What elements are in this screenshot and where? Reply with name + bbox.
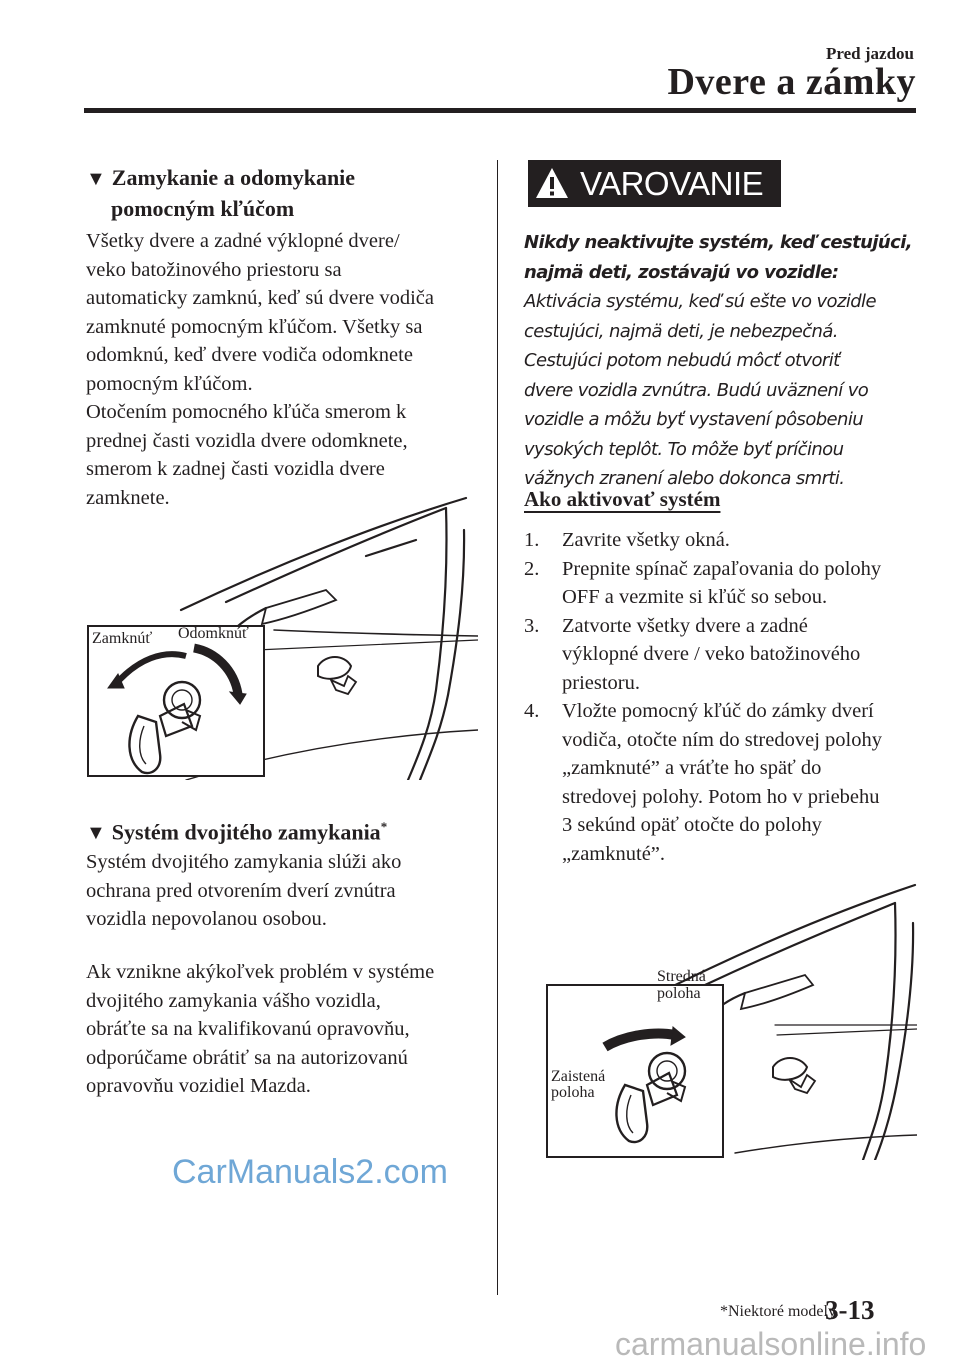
warning-label: VAROVANIE [580,164,764,202]
optional-feature-asterisk: * [380,819,388,834]
text-line: Ak vznikne akýkoľvek problém v systéme [86,961,435,983]
section1-body [86,227,476,512]
activation-heading: Ako aktivovať systém [524,487,721,511]
warning-line: dvere vozidla zvnútra. Budú uväznení vo [524,379,869,401]
step-number: 4. [524,700,540,722]
figure-label-locked-1: Zaistená [551,1068,606,1085]
text-line: ochrana pred otvorením dverí zvnútra [86,879,396,902]
footer-note: *Niektoré modely. [720,1303,839,1320]
text-line: Všetky dvere a zadné výklopné dvere/ [86,230,400,252]
text-line: Systém dvojitého zamykania slúži ako [86,851,402,873]
section2-para1 [86,848,476,934]
step-line: Vložte pomocný kľúč do zámky dverí [562,700,874,722]
page-title: Dvere a zámky [667,61,916,103]
step-line: OFF a vezmite si kľúč so sebou. [562,586,828,608]
text-line: opravovňu vozidiel Mazda. [86,1075,311,1097]
step-line: Prepnite spínač zapaľovania do polohy [562,557,882,580]
step-item [524,612,924,698]
door-key-illustration [86,490,478,780]
text-line: Otočením pomocného kľúča smerom k [86,401,407,423]
text-line: prednej časti vozidla dvere odomknete, [86,429,408,452]
figure-label-locked-2: poloha [551,1084,595,1101]
watermark-carmanualsonline: carmanualsonline.info [615,1326,927,1362]
step-line: Zatvorte všetky dvere a zadné [562,614,808,637]
warning-line: Aktivácia systému, keď sú ešte vo vozidle [524,291,876,312]
column-divider [497,160,498,1295]
step-item [524,697,924,868]
key-position-illustration [545,875,917,1160]
section-heading-double-locking [86,812,476,848]
figure-label-center-1: Stredná [657,968,706,985]
step-number: 1. [524,529,540,551]
step-line: stredovej polohy. Potom ho v priebehu [562,785,880,808]
header-rule [84,108,916,113]
heading-line: pomocným kľúčom [111,196,295,221]
heading-line: Zamykanie a odomykanie [111,165,356,190]
header-section-name: Pred jazdou [826,44,914,63]
text-line: obráťte sa na kvalifikovanú opravovňu, [86,1018,410,1040]
figure-label-unlock: Odomknúť [178,625,249,642]
step-line: výklopné dvere / veko batožinového [562,643,861,665]
warning-line: Cestujúci potom nebudú môcť otvoriť [524,350,840,371]
step-line: 3 sekúnd opäť otočte do polohy [562,814,822,836]
step-item [524,555,924,612]
warning-bold-line: Nikdy neaktivujte systém, keď cestujúci, [524,232,912,253]
warning-line: vážnych zranení alebo dokonca smrti. [524,468,845,489]
text-line: smerom k zadnej časti vozidla dvere [86,458,385,480]
step-line: „zamknuté” a vráťte ho späť do [562,757,822,779]
step-line: Zavrite všetky okná. [562,529,730,551]
warning-banner [528,160,781,207]
step-number: 2. [524,557,540,580]
figure-label-center-2: poloha [657,985,701,1002]
activation-steps [524,526,924,868]
step-line: priestoru. [562,671,640,694]
heading-text: Systém dvojitého zamykania [111,819,381,845]
page-number: 3-13 [825,1295,875,1325]
warning-line: cestujúci, najmä deti, je nebezpečná. [524,320,838,342]
text-line: zamknuté pomocným kľúčom. Všetky sa [86,315,423,338]
watermark-carmanuals2: CarManuals2.com [172,1153,448,1191]
text-line: dvojitého zamykania vášho vozidla, [86,989,381,1012]
step-number: 3. [524,614,540,637]
text-line: zamknete. [86,486,170,509]
text-line: pomocným kľúčom. [86,372,253,395]
triangle-marker-icon: ▼ [86,168,106,190]
text-line: odomknú, keď dvere vodiča odomknete [86,344,413,366]
step-line: vodiča, otočte ním do stredovej polohy [562,728,882,751]
triangle-marker-icon: ▼ [86,822,106,845]
section-heading-key-locking [86,163,476,223]
text-line: automaticky zamknú, keď sú dvere vodiča [86,287,434,309]
warning-triangle-icon [534,166,570,202]
text-line: vozidla nepovolanou osobou. [86,908,327,930]
step-item [524,526,924,555]
figure-label-lock: Zamknúť [92,630,153,647]
text-line: veko batožinového priestoru sa [86,258,342,281]
warning-line: vozidle a môžu byť vystavení pôsobeniu [524,409,864,430]
warning-text [524,228,919,494]
warning-line: vysokých teplôt. To môže byť príčinou [524,438,844,460]
warning-bold-line: najmä deti, zostávajú vo vozidle: [524,261,839,283]
section2-para2 [86,958,476,1101]
text-line: odporúčame obrátiť sa na autorizovanú [86,1046,408,1069]
step-line: „zamknuté”. [562,842,666,865]
